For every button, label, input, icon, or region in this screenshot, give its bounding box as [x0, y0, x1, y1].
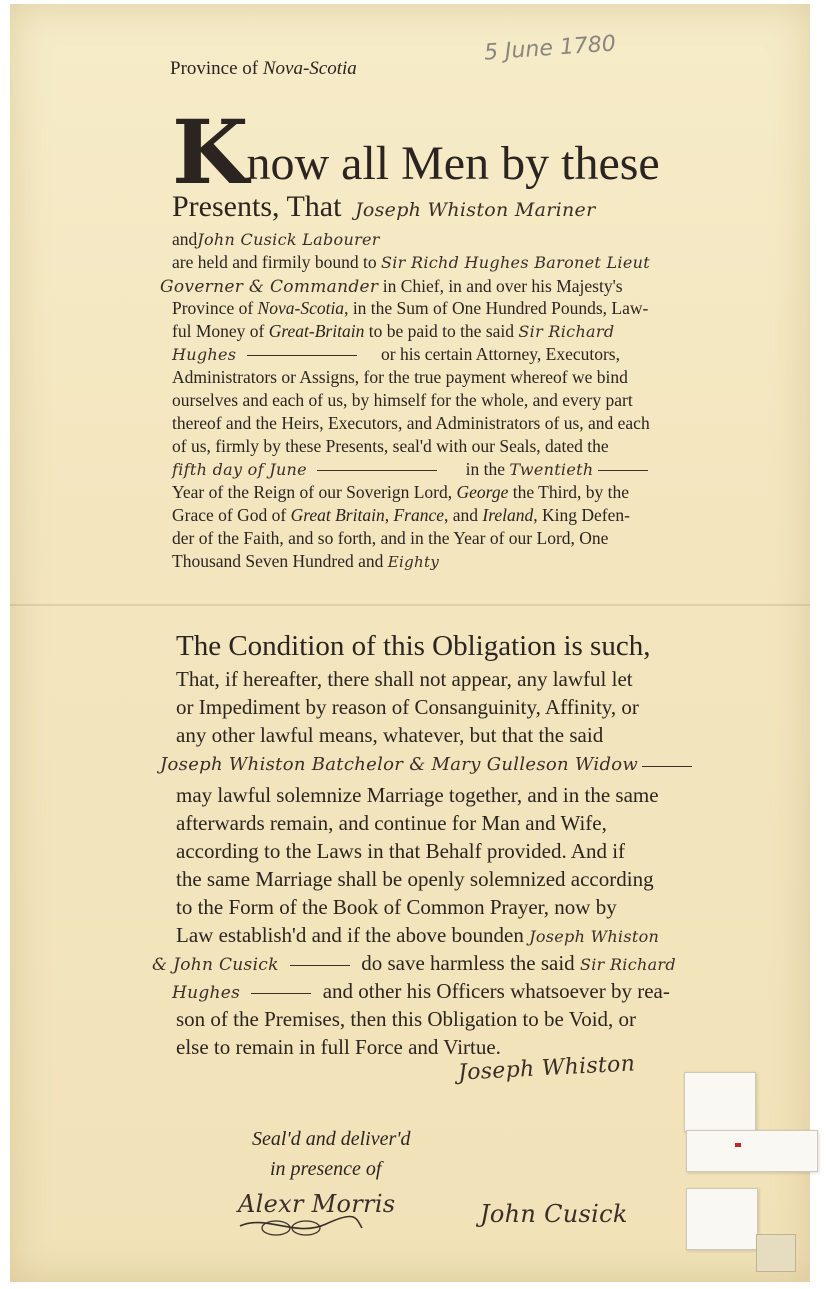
hand-obligee-name-1: Sir Richard — [518, 322, 615, 341]
bond-line-and — [172, 228, 380, 252]
title-rest: now all Men by these — [246, 137, 660, 190]
blank-rule — [598, 470, 648, 471]
bond-line-held — [172, 251, 650, 275]
signature-john-cusick: John Cusick — [480, 1200, 628, 1228]
text-l11d: France — [393, 505, 444, 525]
condition-line-10 — [152, 950, 676, 979]
hand-obligor-1: Joseph Whiston Mariner — [354, 199, 596, 221]
condition-couple-line — [160, 754, 692, 775]
text-l4: or his certain Attorney, Executors, — [381, 344, 620, 364]
province-name: Nova-Scotia — [262, 58, 357, 79]
text-l2c: , in the Sum of One Hundred Pounds, Law- — [344, 298, 649, 318]
condition-line-7: the same Marriage shall be openly solemnized according — [176, 867, 654, 891]
condition-line-2: or Impediment by reason of Consanguinity, Affinity, or — [176, 695, 639, 719]
bond-line-11 — [172, 504, 630, 527]
signature-witness: Alexr Morris — [238, 1190, 396, 1218]
blank-rule — [642, 766, 692, 767]
pencil-date: 5 June 1780 — [483, 31, 617, 66]
title-line-2 — [172, 190, 595, 224]
text-l13: Thousand Seven Hundred and — [172, 551, 384, 571]
text-l11c: , — [384, 505, 390, 525]
text-l11a: Grace of God of — [172, 505, 287, 525]
fold-crease — [10, 604, 810, 606]
text-l3b: Great-Britain — [268, 321, 365, 341]
red-wax-mark — [735, 1143, 741, 1147]
text-l10c: the Third, by the — [508, 482, 630, 502]
sealed-line-1: Seal'd and deliver'd — [252, 1128, 411, 1150]
hand-date-regnal: Twentieth — [509, 460, 594, 479]
bond-line-13 — [172, 550, 439, 574]
seal-tab-bottom — [686, 1188, 758, 1250]
text-l1: in Chief, in and over his Majesty's — [382, 276, 623, 296]
seal-tab-middle — [686, 1130, 818, 1172]
sealed-delivered — [252, 1124, 411, 1184]
hand-obligor-2: John Cusick Labourer — [197, 230, 380, 249]
condition-line-3: any other lawful means, whatever, but that the said — [176, 723, 604, 747]
text-l2a: Province of — [172, 298, 254, 318]
condition-line-11 — [172, 978, 670, 1007]
condition-line-12: son of the Premises, then this Obligation to be Void, or — [176, 1007, 637, 1031]
sealed-line-2: in presence of — [270, 1158, 382, 1180]
hand-harmless-1: Sir Richard — [579, 955, 676, 974]
blank-rule — [251, 993, 311, 994]
bond-line-2 — [172, 297, 648, 320]
text-l11g: , King Defen- — [533, 505, 630, 525]
condition-line-4: may lawful solemnize Marriage together, and in the same — [176, 783, 659, 807]
condition-line-6: according to the Laws in that Behalf provided. And if — [176, 839, 626, 863]
bond-line-12: der of the Faith, and so forth, and in the Year of our Lord, One — [172, 528, 609, 548]
signature-flourish — [236, 1212, 366, 1240]
hand-couple: Joseph Whiston Batchelor & Mary Gulleson Widow — [160, 754, 639, 775]
seal-tab-top — [684, 1072, 756, 1132]
hand-date-day: fifth day of June — [172, 460, 307, 479]
bond-line-9 — [172, 458, 648, 482]
text-l2b: Nova-Scotia — [257, 298, 345, 318]
text-c10: do save harmless the said — [361, 951, 575, 975]
hand-obligee-1: Sir Richd Hughes Baronet Lieut — [380, 253, 650, 272]
bond-line-7: thereof and the Heirs, Executors, and Administrators of us, and each — [172, 413, 650, 433]
bond-line-10 — [172, 481, 629, 504]
hand-harmless-2: Hughes — [172, 983, 241, 1003]
condition-line-1: That, if hereafter, there shall not appear, any lawful let — [176, 667, 633, 691]
hand-bounden-2: & John Cusick — [152, 955, 279, 975]
condition-line-9 — [176, 922, 659, 950]
blank-rule — [247, 355, 357, 356]
signature-joseph-whiston: Joseph Whiston — [457, 1051, 636, 1086]
text-and: and — [172, 229, 198, 249]
text-l9: in the — [465, 459, 506, 479]
hand-obligee-name-2: Hughes — [172, 345, 237, 364]
bond-line-4 — [172, 343, 620, 367]
text-l10a: Year of the Reign of our Soverign Lord, — [172, 482, 453, 502]
blank-rule — [317, 470, 437, 471]
condition-heading: The Condition of this Obligation is such, — [176, 630, 651, 662]
condition-line-8: to the Form of the Book of Common Prayer, now by — [176, 895, 617, 919]
text-l11e: , and — [444, 505, 479, 525]
province-label: Province of — [170, 58, 259, 79]
bond-line-8: of us, firmly by these Presents, seal'd with our Seals, dated the — [172, 436, 609, 456]
condition-line-13: else to remain in full Force and Virtue. — [176, 1035, 501, 1059]
text-l11b: Great Britain — [290, 505, 385, 525]
text-l3c: to be paid to the said — [364, 321, 515, 341]
title-presents: Presents, That — [172, 190, 342, 223]
seal-ribbon-end — [756, 1234, 796, 1272]
blank-rule — [290, 965, 350, 966]
drop-cap: K — [172, 100, 247, 204]
hand-obligee-2: Governer & Commander — [160, 277, 379, 297]
text-held: are held and firmily bound to — [172, 252, 377, 272]
bond-line-3 — [172, 320, 614, 344]
bond-line-6: ourselves and each of us, by himself for the whole, and every part — [172, 390, 633, 410]
text-l10b: George — [456, 482, 509, 502]
bond-line-5: Administrators or Assigns, for the true payment whereof we bind — [172, 367, 628, 387]
text-l3a: ful Money of — [172, 321, 265, 341]
text-l11f: Ireland — [482, 505, 534, 525]
hand-year-word: Eighty — [387, 553, 440, 571]
text-c11: and other his Officers whatsoever by rea- — [322, 979, 670, 1003]
province-header — [170, 58, 357, 80]
hand-bounden-1: Joseph Whiston — [529, 927, 660, 946]
bond-line-1 — [160, 275, 623, 299]
text-c9: Law establish'd and if the above bounden — [176, 923, 524, 947]
condition-line-5: afterwards remain, and continue for Man and Wife, — [176, 811, 607, 835]
